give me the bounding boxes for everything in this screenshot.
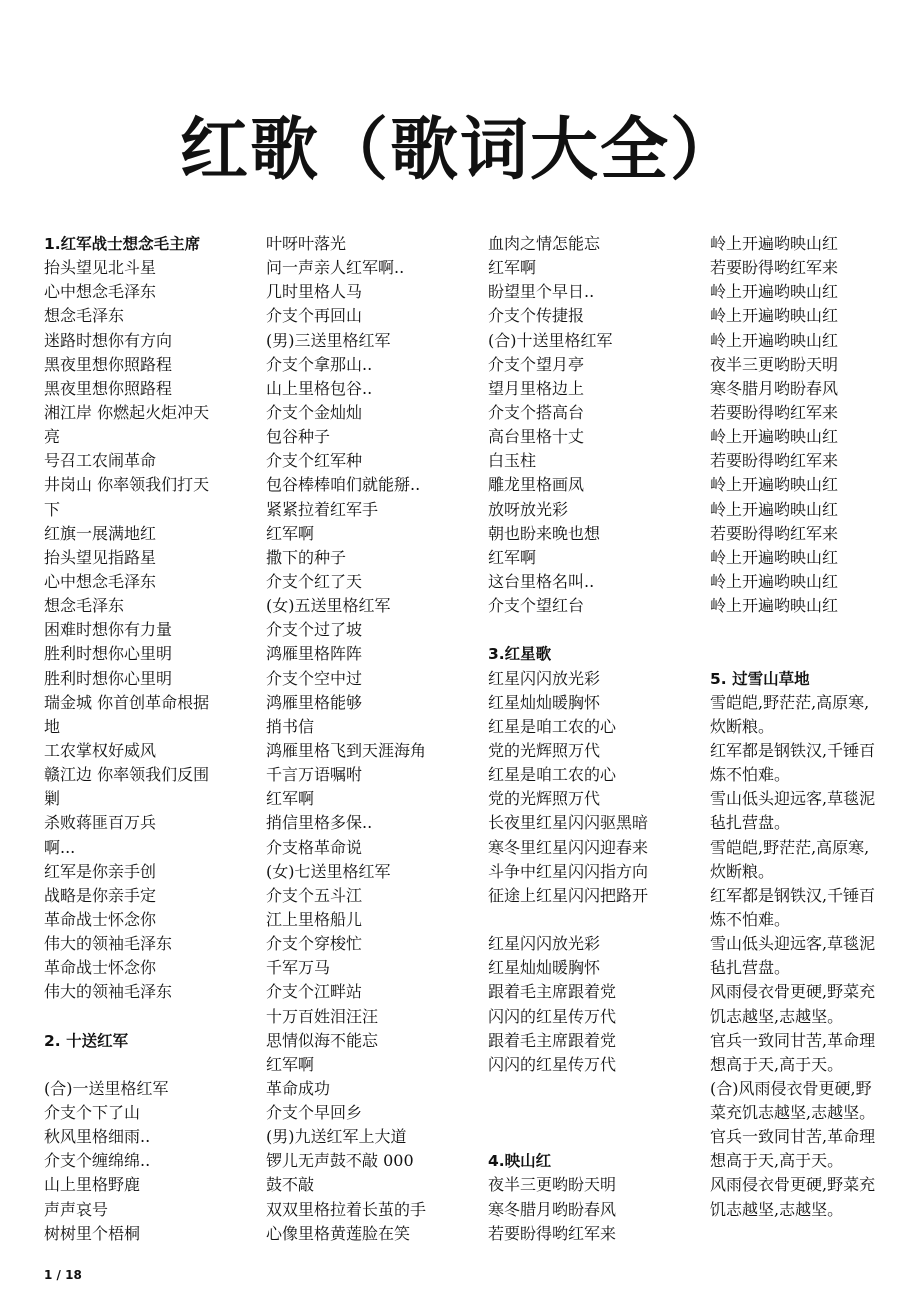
blank-line (488, 1125, 703, 1149)
lyrics-column-4 (710, 232, 920, 1222)
lyric-line: 瑞金城 你首创革命根据 (44, 692, 210, 712)
lyric-line: 亮 (44, 427, 61, 447)
lyric-line: 红星是咱工农的心 (488, 765, 617, 785)
lyric-line: (女)七送里格红军 (266, 861, 391, 881)
lyric-line: 号召工农闹革命 (44, 451, 157, 471)
lyric-line: 介支个早回乡 (266, 1103, 363, 1123)
lyric-line: 盼望里个早日.. (488, 282, 595, 302)
lyric-line: 抬头望见指路星 (44, 547, 157, 567)
lyric-line: 介支个穿梭忙 (266, 934, 363, 954)
lyric-line: 血肉之情怎能忘 (488, 234, 601, 253)
lyric-line: 啊... (44, 837, 76, 857)
blank-line (710, 618, 920, 642)
lyric-line: 闪闪的红星传万代 (488, 1054, 617, 1074)
lyric-line: (合)风雨侵衣骨更硬,野 (710, 1078, 872, 1098)
lyric-line: 风雨侵衣骨更硬,野菜充 (710, 982, 876, 1002)
lyric-line: 菜充饥志越坚,志越坚。 (710, 1103, 876, 1123)
lyric-line: 若要盼得哟红军来 (710, 523, 839, 543)
lyric-line: 叶呀叶落光 (266, 234, 347, 253)
lyric-line: 岭上开遍哟映山红 (710, 330, 839, 350)
lyric-line: 饥志越坚,志越坚。 (710, 1006, 844, 1026)
lyric-line: 鸿雁里格飞到天涯海角 (266, 740, 427, 760)
blank-line (488, 1077, 703, 1101)
lyric-line: 岭上开遍哟映山红 (710, 427, 839, 447)
blank-line (488, 618, 703, 642)
lyric-line: 介支格革命说 (266, 837, 363, 857)
lyric-line: 夜半三更哟盼天明 (488, 1175, 617, 1195)
lyric-line: 红军啊 (266, 789, 315, 809)
lyric-line: 秋风里格细雨.. (44, 1127, 151, 1147)
lyric-line: 抬头望见北斗星 (44, 258, 157, 278)
lyric-line: 十万百姓泪汪汪 (266, 1006, 379, 1026)
lyric-line: 红军都是钢铁汉,千锤百 (710, 740, 876, 760)
lyric-line: 鼓不敲 (266, 1175, 315, 1195)
lyric-line: 想高于天,高于天。 (710, 1054, 844, 1074)
song-title: 2. 十送红军 (44, 1031, 129, 1050)
lyric-line: 征途上红星闪闪把路开 (488, 885, 649, 905)
song-title: 4.映山红 (488, 1152, 552, 1171)
lyric-line: 声声哀号 (44, 1199, 109, 1219)
lyric-line: (女)五送里格红军 (266, 596, 391, 616)
lyric-line: 树树里个梧桐 (44, 1223, 141, 1243)
lyric-line: 红军都是钢铁汉,千锤百 (710, 885, 876, 905)
lyric-line: 心中想念毛泽东 (44, 571, 157, 591)
lyric-line: 介支个过了坡 (266, 620, 363, 640)
lyric-line: 红星是咱工农的心 (488, 716, 617, 736)
lyric-line: 心像里格黄莲脸在笑 (266, 1223, 411, 1243)
lyric-line: 官兵一致同甘苦,革命理 (710, 1030, 876, 1050)
lyric-line: 雕龙里格画凤 (488, 475, 585, 495)
lyric-line: 介支个五斗江 (266, 885, 363, 905)
song-title: 5. 过雪山草地 (710, 669, 810, 688)
lyric-line: 问一声亲人红军啊.. (266, 258, 405, 278)
page-number: 1 / 18 (44, 1268, 82, 1282)
lyric-line: 剿 (44, 789, 61, 809)
lyric-line: 双双里格拉着长茧的手 (266, 1199, 427, 1219)
blank-line (44, 1005, 259, 1029)
lyric-line: 红军啊 (488, 547, 537, 567)
lyrics-column-3 (488, 232, 703, 1246)
lyric-line: 炼不怕难。 (710, 765, 791, 785)
lyric-line: 闪闪的红星传万代 (488, 1006, 617, 1026)
lyric-line: 介支个传捷报 (488, 306, 585, 326)
lyric-line: 革命战士怀念你 (44, 909, 157, 929)
lyric-line: 心中想念毛泽东 (44, 282, 157, 302)
lyric-line: 风雨侵衣骨更硬,野菜充 (710, 1175, 876, 1195)
lyric-line: 介支个望红台 (488, 596, 585, 616)
blank-line (44, 1053, 259, 1077)
lyric-line: 红星闪闪放光彩 (488, 934, 601, 954)
lyric-line: 山上里格包谷.. (266, 378, 373, 398)
blank-line (488, 908, 703, 932)
lyric-line: 井岗山 你率领我们打天 (44, 475, 210, 495)
lyric-line: 介支个金灿灿 (266, 402, 363, 422)
lyric-line: 锣儿无声鼓不敲 000 (266, 1151, 414, 1171)
lyric-line: 赣江边 你率领我们反围 (44, 765, 210, 785)
lyric-line: 几时里格人马 (266, 282, 363, 302)
lyric-line: 千军万马 (266, 958, 331, 978)
blank-line (488, 1101, 703, 1125)
song-title: 1.红军战士想念毛主席 (44, 235, 201, 253)
song-title: 3.红星歌 (488, 645, 552, 664)
lyric-line: 雪山低头迎远客,草毯泥 (710, 789, 876, 809)
lyric-line: 伟大的领袖毛泽东 (44, 934, 173, 954)
lyric-line: 红军啊 (488, 258, 537, 278)
lyric-line: 红星闪闪放光彩 (488, 668, 601, 688)
lyric-line: 岭上开遍哟映山红 (710, 571, 839, 591)
lyric-line: 跟着毛主席跟着党 (488, 1030, 617, 1050)
page-title: 红歌（歌词大全） (179, 111, 740, 190)
lyric-line: 介支个望月亭 (488, 354, 585, 374)
lyric-line: 雪皑皑,野茫茫,高原寒, (710, 837, 870, 857)
lyric-line: 长夜里红星闪闪驱黑暗 (488, 813, 649, 833)
lyric-line: 红旗一展满地红 (44, 523, 157, 543)
lyric-line: 鸿雁里格阵阵 (266, 644, 363, 664)
lyric-line: 炊断粮。 (710, 861, 775, 881)
lyric-line: 介支个搭高台 (488, 402, 585, 422)
lyric-line: 饥志越坚,志越坚。 (710, 1199, 844, 1219)
lyric-line: 寒冬腊月哟盼春风 (710, 378, 839, 398)
lyric-line: 白玉柱 (488, 451, 537, 471)
lyric-line: 岭上开遍哟映山红 (710, 234, 839, 253)
lyric-line: 鸿雁里格能够 (266, 692, 363, 712)
lyrics-column-2 (266, 232, 481, 1246)
lyric-line: (男)九送红军上大道 (266, 1127, 407, 1147)
lyric-line: 胜利时想你心里明 (44, 668, 173, 688)
lyric-line: 捎信里格多保.. (266, 813, 373, 833)
lyric-line: 官兵一致同甘苦,革命理 (710, 1127, 876, 1147)
lyric-line: (合)十送里格红军 (488, 330, 613, 350)
lyric-line: 红星灿灿暖胸怀 (488, 692, 601, 712)
lyric-line: 岭上开遍哟映山红 (710, 306, 839, 326)
lyric-line: 湘江岸 你燃起火炬冲天 (44, 402, 210, 422)
lyric-line: 困难时想你有力量 (44, 620, 173, 640)
lyric-line: 介支个缠绵绵.. (44, 1151, 151, 1171)
lyric-line: 战略是你亲手定 (44, 885, 157, 905)
lyric-line: 斗争中红星闪闪指方向 (488, 861, 649, 881)
lyric-line: 岭上开遍哟映山红 (710, 475, 839, 495)
lyric-line: 地 (44, 716, 61, 736)
lyric-line: 炼不怕难。 (710, 909, 791, 929)
lyric-line: 迷路时想你有方向 (44, 330, 173, 350)
lyric-line: 介支个下了山 (44, 1103, 141, 1123)
lyric-line: 雪皑皑,野茫茫,高原寒, (710, 692, 870, 712)
lyric-line: 工农掌权好威风 (44, 740, 157, 760)
lyric-line: 红军是你亲手创 (44, 861, 157, 881)
lyric-line: 想高于天,高于天。 (710, 1151, 844, 1171)
lyric-line: 党的光辉照万代 (488, 789, 601, 809)
lyric-line: 岭上开遍哟映山红 (710, 499, 839, 519)
lyrics-column-1 (44, 232, 259, 1246)
lyric-line: 若要盼得哟红军来 (488, 1223, 617, 1243)
lyric-line: 红军啊 (266, 1054, 315, 1074)
lyric-line: 朝也盼来晚也想 (488, 523, 601, 543)
blank-line (710, 642, 920, 666)
lyric-line: (男)三送里格红军 (266, 330, 391, 350)
lyric-line: 千言万语嘱咐 (266, 765, 363, 785)
lyric-line: 岭上开遍哟映山红 (710, 547, 839, 567)
lyric-line: 思情似海不能忘 (266, 1030, 379, 1050)
lyric-line: 想念毛泽东 (44, 596, 125, 616)
lyric-line: 山上里格野鹿 (44, 1175, 141, 1195)
lyric-line: 寒冬里红星闪闪迎春来 (488, 837, 649, 857)
lyric-line: 介支个红军种 (266, 451, 363, 471)
lyric-line: 岭上开遍哟映山红 (710, 282, 839, 302)
lyric-line: 革命成功 (266, 1078, 331, 1098)
lyric-line: 毡扎营盘。 (710, 813, 791, 833)
lyric-line: 黑夜里想你照路程 (44, 378, 173, 398)
lyric-line: 包谷种子 (266, 427, 331, 447)
lyric-line: 介支个江畔站 (266, 982, 363, 1002)
lyric-line: 跟着毛主席跟着党 (488, 982, 617, 1002)
lyric-line: 炊断粮。 (710, 716, 775, 736)
lyric-line: 若要盼得哟红军来 (710, 258, 839, 278)
lyric-line: 介支个拿那山.. (266, 354, 373, 374)
lyric-line: 望月里格边上 (488, 378, 585, 398)
lyric-line: 夜半三更哟盼天明 (710, 354, 839, 374)
lyric-line: 胜利时想你心里明 (44, 644, 173, 664)
lyric-line: 革命战士怀念你 (44, 958, 157, 978)
lyric-line: 这台里格名叫.. (488, 571, 595, 591)
lyric-line: 伟大的领袖毛泽东 (44, 982, 173, 1002)
lyric-line: 捎书信 (266, 716, 315, 736)
lyric-line: 高台里格十丈 (488, 427, 585, 447)
lyric-line: 寒冬腊月哟盼春风 (488, 1199, 617, 1219)
lyric-line: 岭上开遍哟映山红 (710, 596, 839, 616)
lyric-line: 雪山低头迎远客,草毯泥 (710, 934, 876, 954)
lyric-line: (合)一送里格红军 (44, 1078, 169, 1098)
lyric-line: 江上里格船儿 (266, 909, 363, 929)
lyric-line: 黑夜里想你照路程 (44, 354, 173, 374)
lyric-line: 若要盼得哟红军来 (710, 451, 839, 471)
lyric-line: 杀败蒋匪百万兵 (44, 813, 157, 833)
lyric-line: 红军啊 (266, 523, 315, 543)
lyric-line: 介支个再回山 (266, 306, 363, 326)
lyric-line: 紧紧拉着红军手 (266, 499, 379, 519)
lyric-line: 毡扎营盘。 (710, 958, 791, 978)
lyric-line: 党的光辉照万代 (488, 740, 601, 760)
lyric-line: 包谷棒棒咱们就能掰.. (266, 475, 421, 495)
lyric-line: 介支个空中过 (266, 668, 363, 688)
lyric-line: 若要盼得哟红军来 (710, 402, 839, 422)
lyric-line: 想念毛泽东 (44, 306, 125, 326)
lyric-line: 介支个红了天 (266, 571, 363, 591)
lyric-line: 撒下的种子 (266, 547, 347, 567)
lyric-line: 红星灿灿暖胸怀 (488, 958, 601, 978)
lyric-line: 放呀放光彩 (488, 499, 569, 519)
lyric-line: 下 (44, 499, 61, 519)
